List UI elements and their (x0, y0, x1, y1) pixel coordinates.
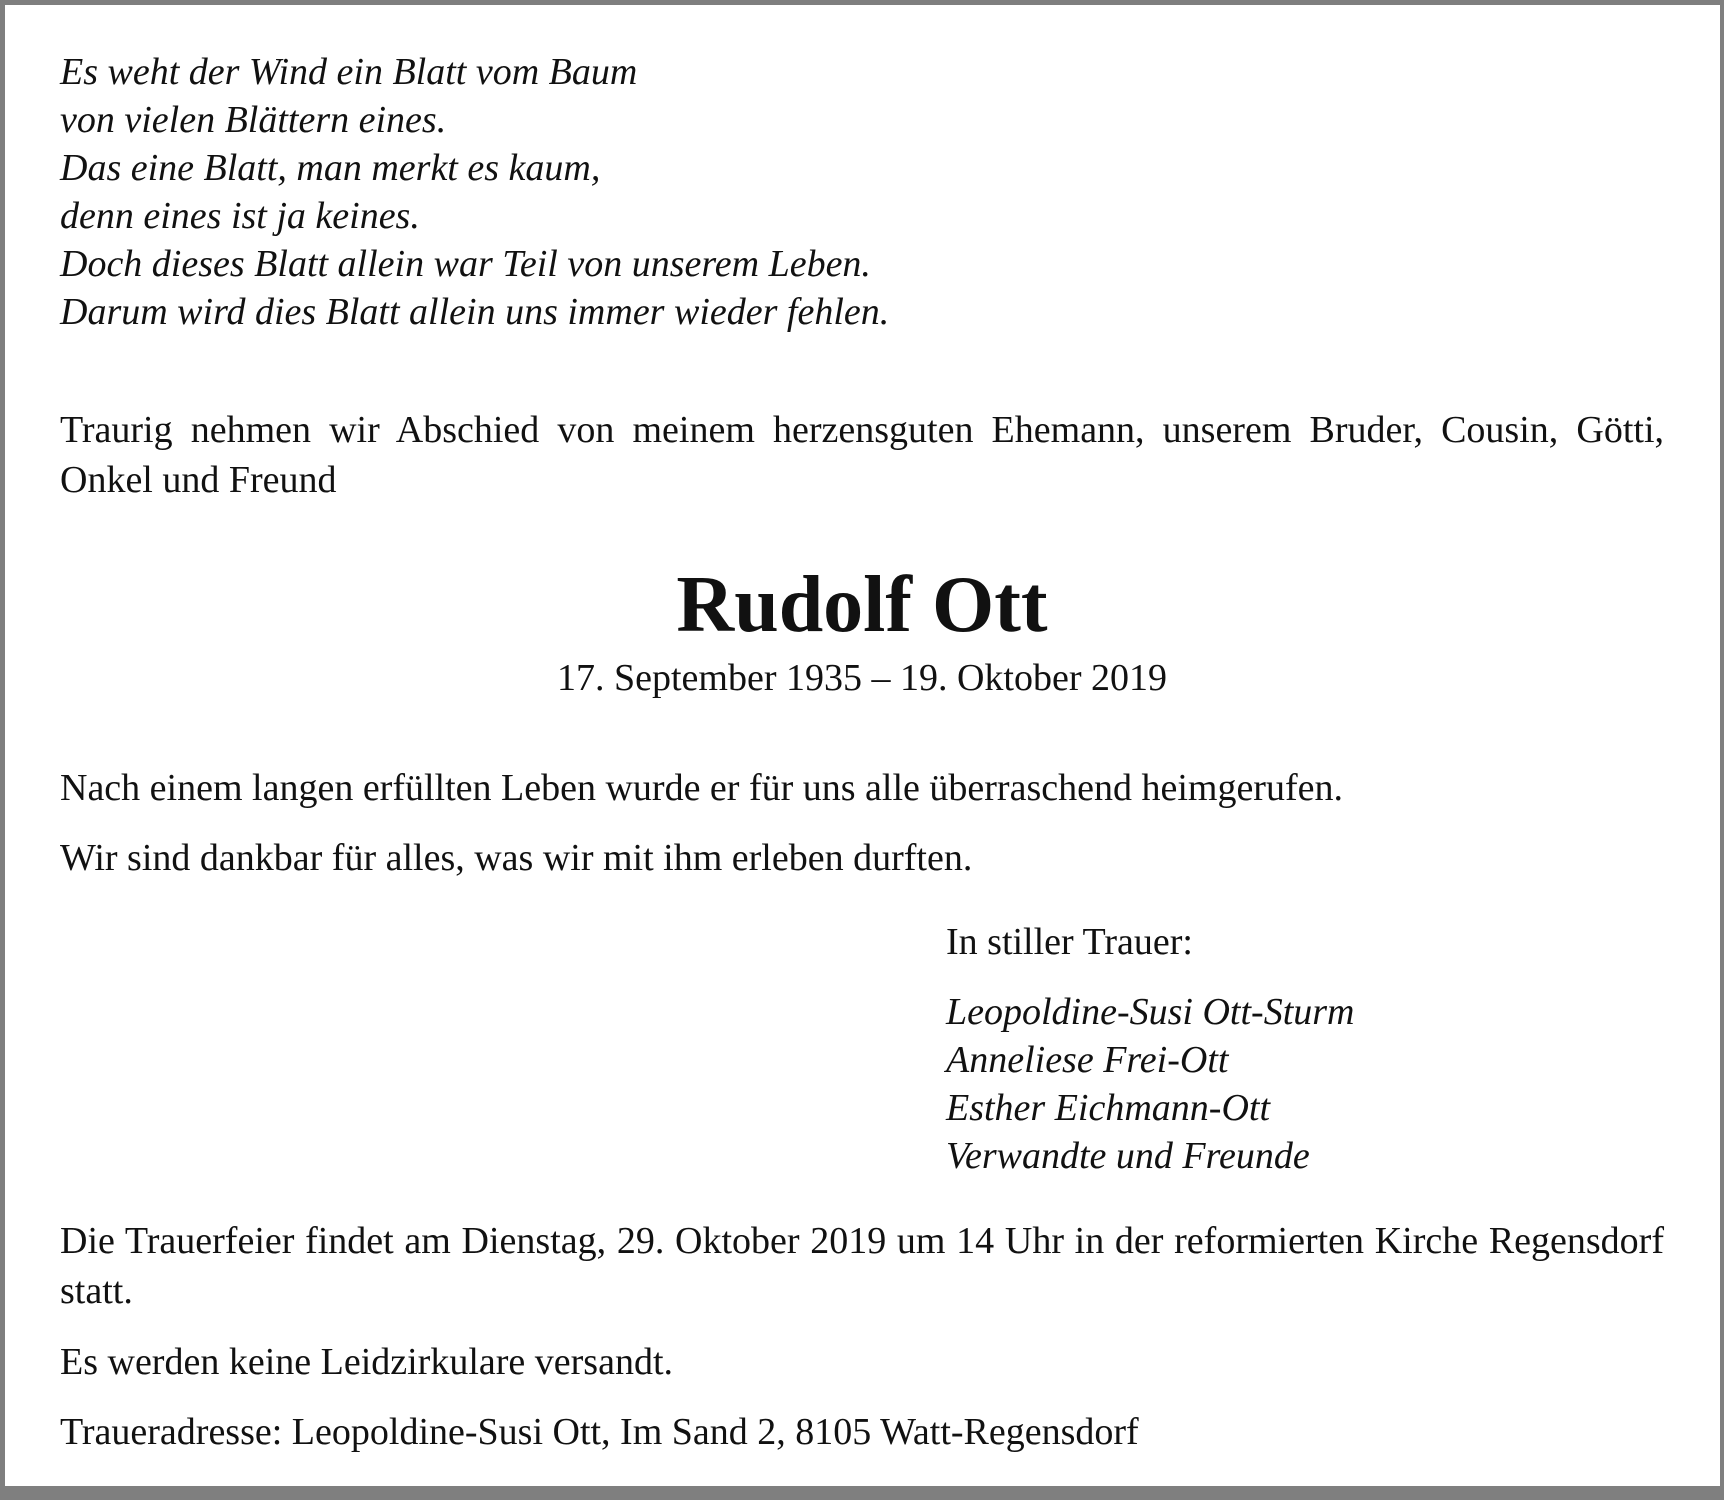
mourning-address: Traueradresse: Leopoldine-Susi Ott, Im Sand 2, 8105 Watt-Regensdorf (60, 1411, 1139, 1453)
poem-line: Das eine Blatt, man merkt es kaum, (60, 147, 601, 189)
poem (60, 48, 889, 336)
mourner-name: Anneliese Frei-Ott (946, 1039, 1229, 1081)
deceased-name: Rudolf Ott (676, 561, 1048, 649)
circulars-note: Es werden keine Leidzirkulare versandt. (60, 1341, 674, 1383)
passing-paragraph: Nach einem langen erfüllten Leben wurde er für uns alle überraschend heimgerufen. (60, 767, 1343, 809)
poem-line: denn eines ist ja keines. (60, 195, 420, 237)
mourners-list (946, 988, 1354, 1180)
life-dates: 17. September 1935 – 19. Oktober 2019 (556, 657, 1168, 699)
mourner-name: Esther Eichmann-Ott (946, 1087, 1271, 1129)
gratitude-paragraph: Wir sind dankbar für alles, was wir mit ihm erleben durften. (60, 837, 973, 879)
mourner-name: Leopoldine-Susi Ott-Sturm (946, 991, 1355, 1033)
ceremony-info: Die Trauerfeier findet am Dienstag, 29. Oktober 2019 um 14 Uhr in der reformierten Kirche Regensdorf statt. (60, 1220, 1664, 1312)
farewell-intro: Traurig nehmen wir Abschied von meinem herzensguten Ehemann, unserem Bruder, Cousin, Götti, Onkel und Freund (60, 409, 1664, 501)
poem-line: von vielen Blättern eines. (60, 99, 447, 141)
mourning-heading: In stiller Trauer: (946, 921, 1193, 963)
poem-line: Darum wird dies Blatt allein uns immer wieder fehlen. (60, 291, 890, 333)
poem-line: Es weht der Wind ein Blatt vom Baum (60, 51, 638, 93)
poem-line: Doch dieses Blatt allein war Teil von unserem Leben. (60, 243, 871, 285)
mourner-name: Verwandte und Freunde (946, 1135, 1310, 1177)
